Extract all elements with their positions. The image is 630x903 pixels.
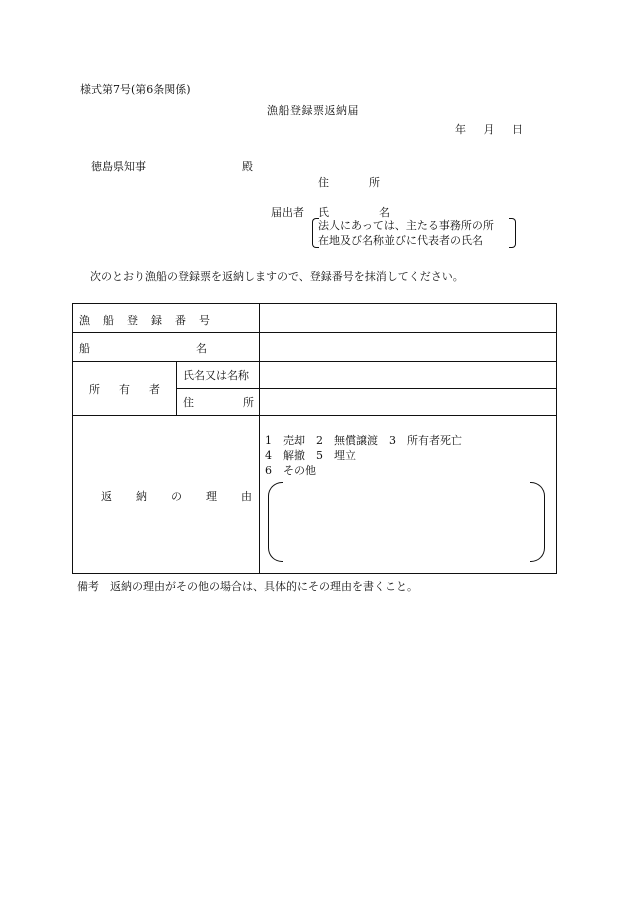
name-note-line: 在地及び名称並びに代表者の氏名 bbox=[318, 234, 483, 247]
date-fields: 年 月 日 bbox=[455, 123, 523, 136]
table-rule bbox=[176, 388, 557, 389]
reason-label: 返納の理由 bbox=[101, 490, 276, 503]
honorific: 殿 bbox=[242, 160, 253, 173]
name-note bbox=[312, 218, 512, 248]
bracket-right bbox=[530, 482, 545, 562]
reason-option: 1 売却 2 無償譲渡 3 所有者死亡 bbox=[265, 434, 462, 447]
form-number: 様式第7号(第6条関係) bbox=[80, 83, 191, 96]
bracket-left bbox=[268, 482, 283, 562]
remarks: 備考 返納の理由がその他の場合は、具体的にその理由を書くこと。 bbox=[77, 580, 418, 593]
name-note-line: 法人にあっては、主たる事務所の所 bbox=[318, 219, 494, 232]
other-reason-box[interactable] bbox=[268, 482, 545, 560]
document-title: 漁船登録票返納届 bbox=[267, 104, 359, 117]
owner-name-label: 氏名又は名称 bbox=[183, 369, 249, 382]
owner-name-value[interactable] bbox=[265, 367, 550, 381]
registration-number-label: 漁船登録番号 bbox=[79, 314, 223, 327]
table-rule bbox=[72, 361, 557, 362]
table-rule bbox=[72, 332, 557, 333]
vessel-name-value[interactable] bbox=[265, 340, 550, 354]
owner-label: 所有者 bbox=[89, 383, 179, 396]
registration-number-value[interactable] bbox=[265, 312, 550, 326]
reason-option: 4 解撤 5 埋立 bbox=[265, 449, 356, 462]
bracket-right bbox=[509, 218, 516, 248]
name-label: 氏名 bbox=[318, 206, 440, 219]
owner-address-label: 住 bbox=[183, 396, 194, 409]
reason-option: 6 その他 bbox=[265, 464, 316, 477]
notifier-label: 届出者 bbox=[271, 206, 304, 219]
address-label: 住所 bbox=[318, 176, 420, 189]
table-rule bbox=[259, 303, 260, 574]
owner-address-value[interactable] bbox=[265, 394, 550, 408]
vessel-name-label: 名 bbox=[196, 342, 207, 355]
statement: 次のとおり漁船の登録票を返納しますので、登録番号を抹消してください。 bbox=[90, 270, 464, 283]
owner-address-label: 所 bbox=[243, 396, 254, 409]
vessel-name-label: 船 bbox=[79, 342, 90, 355]
bracket-left bbox=[312, 218, 319, 248]
table-rule bbox=[72, 415, 557, 416]
addressee: 徳島県知事 bbox=[91, 160, 146, 173]
